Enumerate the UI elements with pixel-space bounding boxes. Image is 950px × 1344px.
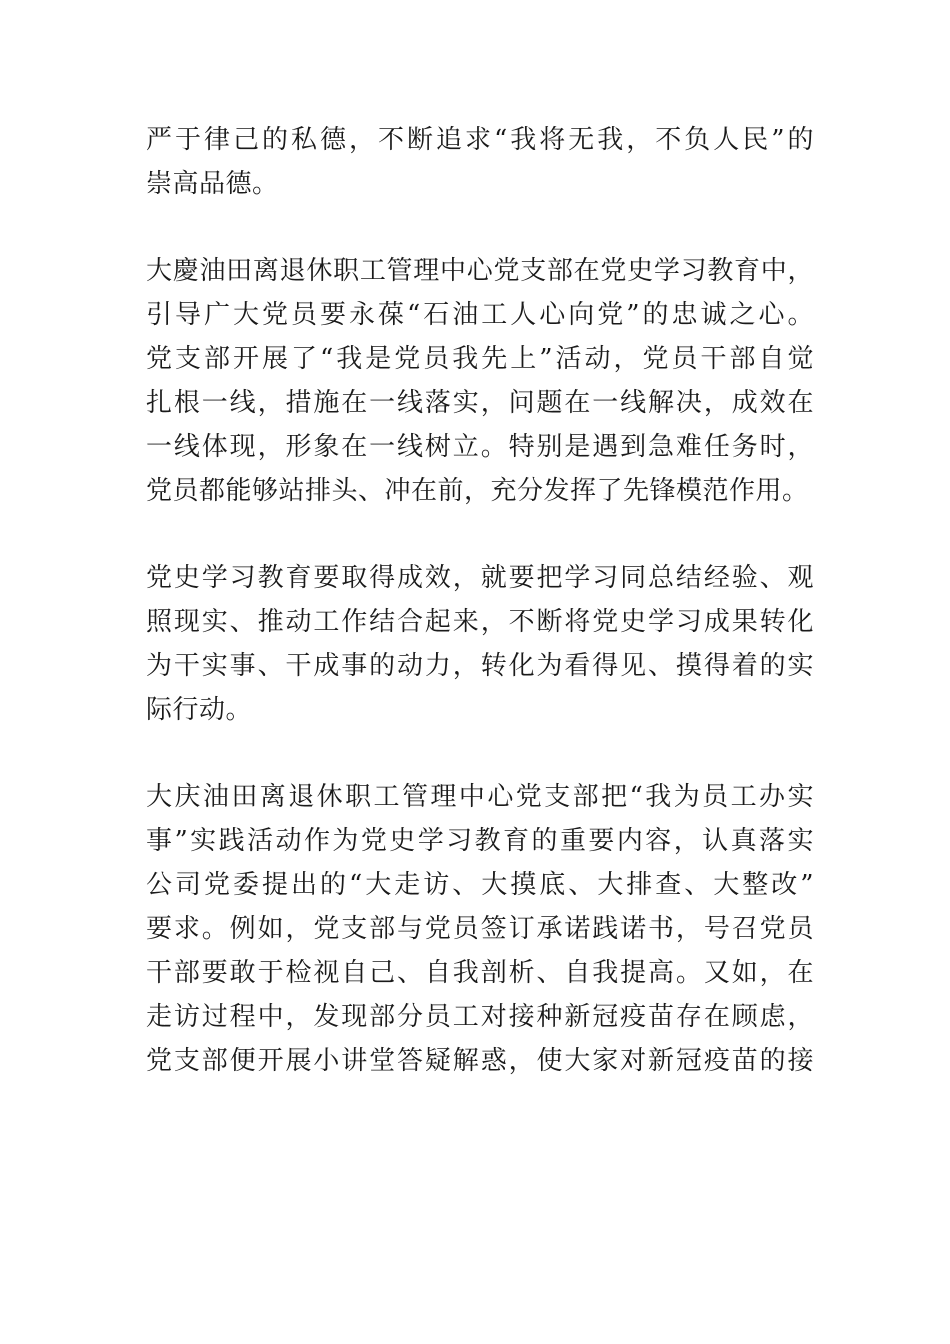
text-line: 严于律己的私德，不断追求“我将无我，不负人民”的 xyxy=(146,125,814,155)
text-line: 照现实、推动工作结合起来，不断将党史学习成果转化 xyxy=(146,607,814,637)
text-line: 际行动。 xyxy=(146,695,253,725)
text-line: 走访过程中，发现部分员工对接种新冠疫苗存在顾虑， xyxy=(146,1002,814,1032)
text-line: 一线体现，形象在一线树立。特别是遇到急难任务时， xyxy=(146,432,814,462)
text-line: 要求。例如，党支部与党员签订承诺践诺书，号召党员 xyxy=(146,914,814,944)
text-line: 党支部便开展小讲堂答疑解惑，使大家对新冠疫苗的接 xyxy=(146,1046,814,1076)
paragraph-1 xyxy=(146,118,814,206)
text-line: 大庆油田离退休职工管理中心党支部把“我为员工办实 xyxy=(146,782,814,812)
text-line: 为干实事、干成事的动力，转化为看得见、摸得着的实 xyxy=(146,651,814,681)
text-line: 引导广大党员要永葆“石油工人心向党”的忠诚之心。 xyxy=(146,300,814,330)
text-line: 大慶油田离退休职工管理中心党支部在党史学习教育中， xyxy=(146,256,814,286)
text-line: 事”实践活动作为党史学习教育的重要内容，认真落实 xyxy=(146,826,814,856)
paragraph-3 xyxy=(146,556,814,732)
text-line: 扎根一线，措施在一线落实，问题在一线解决，成效在 xyxy=(146,388,814,418)
paragraph-4 xyxy=(146,775,814,1083)
text-line: 崇高品德。 xyxy=(146,169,279,199)
text-line: 党支部开展了“我是党员我先上”活动，党员干部自觉 xyxy=(146,344,814,374)
text-line: 党员都能够站排头、冲在前，充分发挥了先锋模范作用。 xyxy=(146,476,809,506)
text-line: 干部要敢于检视自己、自我剖析、自我提高。又如，在 xyxy=(146,958,814,988)
document-body xyxy=(146,118,814,1126)
paragraph-2 xyxy=(146,249,814,513)
text-line: 公司党委提出的“大走访、大摸底、大排查、大整改” xyxy=(146,870,814,900)
text-line: 党史学习教育要取得成效，就要把学习同总结经验、观 xyxy=(146,563,814,593)
